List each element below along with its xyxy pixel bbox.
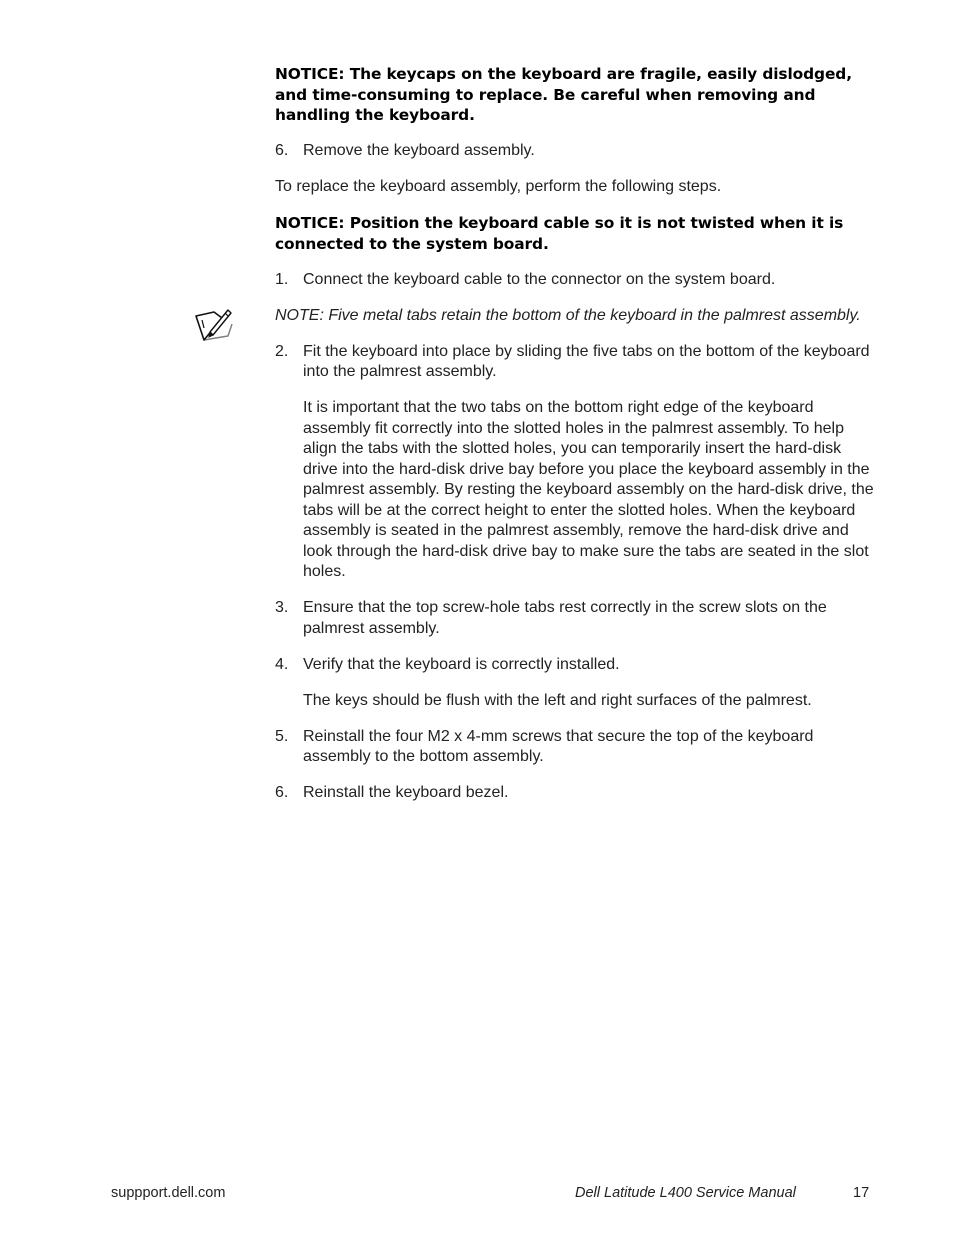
notice-keycaps: NOTICE: The keycaps on the keyboard are fragile, easily dislodged, and time-consuming to replace. Be careful when removing and handling the keyboard. [275,65,852,124]
step-text: Reinstall the four M2 x 4-mm screws that secure the top of the keyboard assembly to the bottom assembly. [303,727,814,765]
step-4-detail: The keys should be flush with the left and right surfaces of the palmrest. [303,691,812,709]
footer-page-number: 17 [853,1185,870,1201]
step-1 [275,270,875,291]
step-number: 3. [275,599,289,616]
step-6-remove [275,141,875,162]
step-text: Connect the keyboard cable to the connector on the system board. [303,270,776,288]
step-number: 1. [275,270,289,288]
step-4 [275,655,875,676]
footer-manual-title: Dell Latitude L400 Service Manual [575,1185,796,1201]
notice-cable: NOTICE: Position the keyboard cable so it is not twisted when it is connected to the system board. [275,214,844,253]
page-content [275,64,875,819]
step-2 [275,342,875,383]
step-number: 5. [275,727,289,745]
step-text: Remove the keyboard assembly. [303,142,535,159]
step-5 [275,727,875,768]
step-number: 6. [275,142,289,159]
note-pencil-icon [194,306,234,344]
step-text: Verify that the keyboard is correctly installed. [303,655,620,673]
step-text: Reinstall the keyboard bezel. [303,784,509,801]
step-number: 4. [275,655,289,673]
step-text: Fit the keyboard into place by sliding the five tabs on the bottom of the keyboard into the palmrest assembly. [303,342,870,380]
step-3 [275,598,875,639]
step-number: 2. [275,342,289,360]
footer-url: suppport.dell.com [111,1185,226,1201]
step-text: Ensure that the top screw-hole tabs rest correctly in the screw slots on the palmrest assembly. [303,599,827,637]
step-number: 6. [275,784,289,801]
note-text: NOTE: Five metal tabs retain the bottom of the keyboard in the palmrest assembly. [275,306,861,324]
replace-intro: To replace the keyboard assembly, perform the following steps. [275,178,722,195]
step-2-detail: It is important that the two tabs on the bottom right edge of the keyboard assembly fit correctly into the slotted holes in the palmrest assembly. To help align the tabs with the slotted holes, you can temporarily insert the hard-disk drive into the hard-disk drive bay before you place the keyboard assembly in the palmrest assembly. By resting the keyboard assembly on the hard-disk drive, the tabs will be at the correct height to enter the slotted holes. When the keyboard assembly is seated in the palmrest assembly, remove the hard-disk drive and look through the hard-disk drive bay to make sure the tabs are seated in the slot holes. [303,399,874,580]
step-6-reinstall [275,783,875,804]
